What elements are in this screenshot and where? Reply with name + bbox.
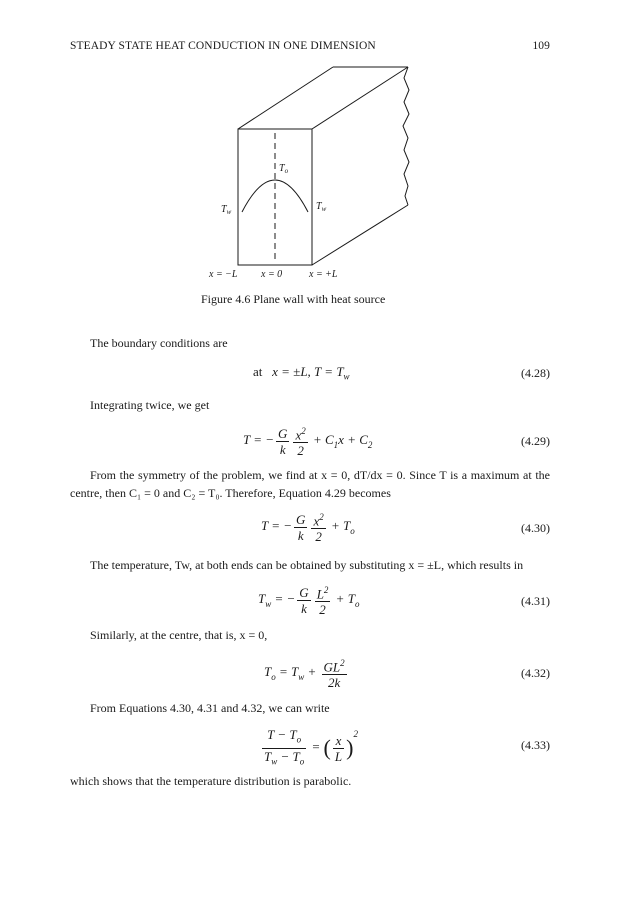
paragraph-from-equations: From Equations 4.30, 4.31 and 4.32, we can write: [90, 701, 330, 715]
wall-top-edge-right: [312, 67, 408, 129]
equation-4-31: $T_w$ = − $\frac{G}{k}$ $\frac{L^2}{2}$ + $T_o$: [258, 584, 360, 618]
plane-wall-figure: [0, 0, 619, 300]
paragraph-symmetry: From the symmetry of the problem, we find at x = 0, dT/dx = 0. Since T is a maximum at the centre, then C₁ = 0 and C₂ = T₀. Therefore, Equation 4.29 becomes: [70, 468, 550, 500]
paragraph-boundary-conditions: The boundary conditions are: [90, 336, 228, 350]
paragraph-parabolic: which shows that the temperature distribution is parabolic.: [70, 774, 352, 788]
label-tw-right: $T_w$: [316, 201, 327, 213]
label-t0: $T_o$: [279, 163, 289, 175]
paragraph-centre: Similarly, at the centre, that is, x = 0,: [90, 628, 268, 642]
equation-4-33: $\frac{T - T_o}{T_w - T_o}$ = ( $\frac{x}{L}$ )$^2$: [260, 727, 358, 769]
page-number: 109: [532, 40, 550, 52]
wall-top-edge-left: [238, 67, 333, 129]
label-x-center: x = 0: [261, 269, 283, 280]
equation-number-4-32: (4.32): [521, 666, 550, 680]
equation-number-4-31: (4.31): [521, 594, 550, 608]
figure-caption: Figure 4.6 Plane wall with heat source: [201, 292, 386, 306]
equation-4-32: $T_o = T_w$ + $\frac{GL^2}{2k}$: [264, 658, 345, 691]
paragraph-temperature-ends: The temperature, Tw, at both ends can be obtained by substituting x = ±L, which results in: [90, 558, 524, 572]
equation-4-30: T = − $\frac{G}{k}$ $\frac{x^2}{2}$ + $T_o$: [261, 511, 355, 545]
label-x-right: x = +L: [309, 269, 338, 280]
equation-4-28: at x = ±L, $T = T_w$: [253, 364, 350, 382]
wall-broken-edge: [403, 67, 409, 205]
running-title: STEADY STATE HEAT CONDUCTION IN ONE DIMENSION: [70, 40, 376, 52]
equation-number-4-30: (4.30): [521, 521, 550, 535]
equation-number-4-29: (4.29): [521, 434, 550, 448]
wall-bottom-edge: [312, 205, 408, 265]
label-x-left: x = −L: [209, 269, 238, 280]
equation-4-29: T = − $\frac{G}{k}$ $\frac{x^2}{2}$ + $C_1x + C_2$: [243, 425, 373, 459]
equation-number-4-33: (4.33): [521, 738, 550, 752]
paragraph-integrating: Integrating twice, we get: [90, 398, 210, 412]
label-tw-left: $T_w$: [221, 204, 232, 216]
equation-number-4-28: (4.28): [521, 366, 550, 380]
